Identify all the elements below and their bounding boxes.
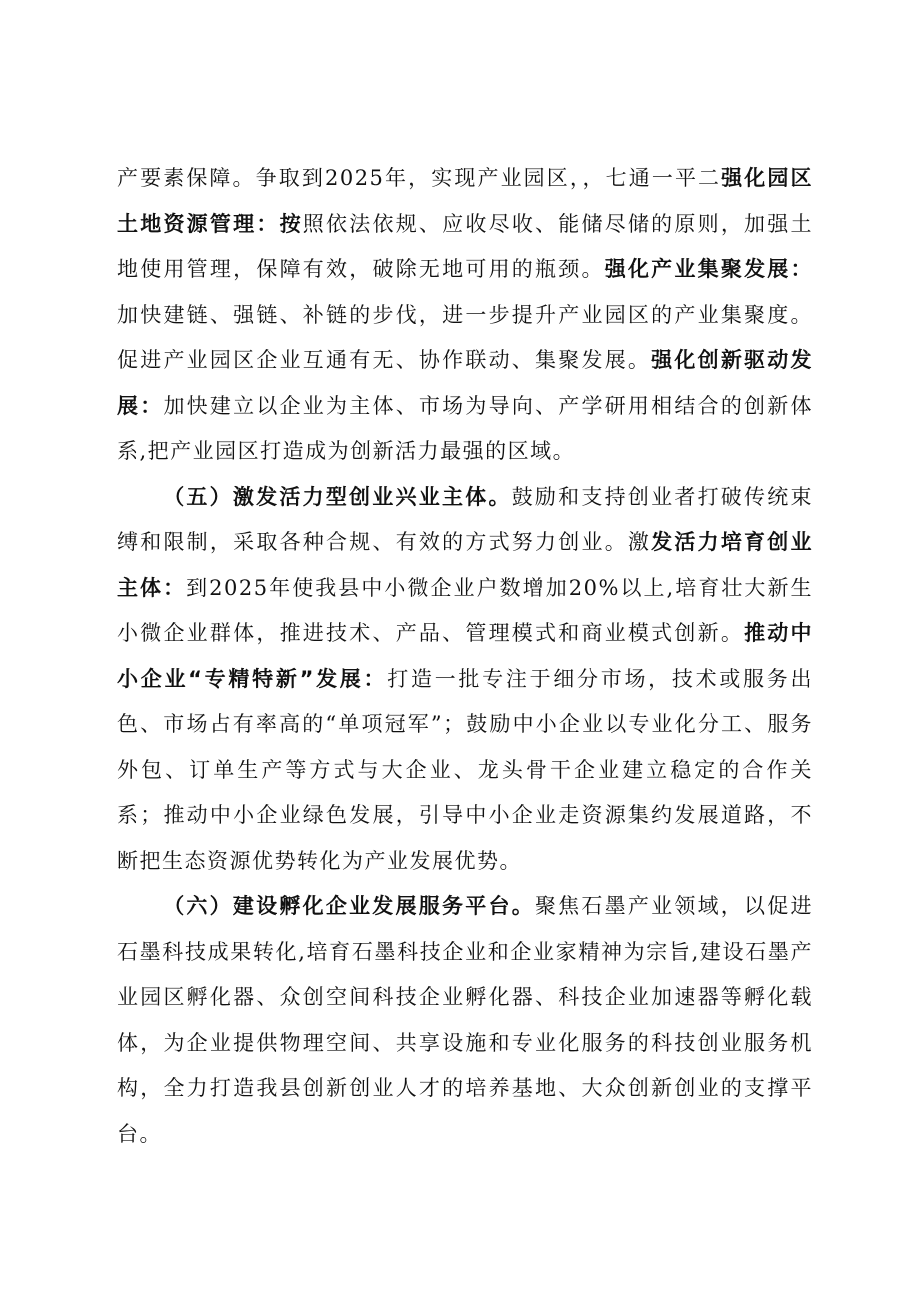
text-run: 聚焦石墨产业领域，以促进石墨科技成果转化,培育石墨科技企业和企业家精神为宗旨,建设石墨产业园区孵化器、众创空间科技企业孵化器、科技企业加速器等孵化载体，为企业提供物理空间、共享设施和专业化服务的科技创业服务机构，全力打造我县创新创业人才的培养基地、大众创新创业的支撑平台。 xyxy=(117,894,814,1146)
paragraph-3 xyxy=(117,884,813,1157)
paragraph-2 xyxy=(117,475,813,885)
text-run: 到2025年使我县中小微企业户数增加20%以上,培育壮大新生小微企业群体，推进技术、产品、管理模式和商业模式创新。 xyxy=(117,575,814,645)
section-heading: （六）建设孵化企业发展服务平台。 xyxy=(163,894,535,918)
document-body xyxy=(117,156,813,1157)
text-run: 加快建立以企业为主体、市场为导向、产学研用相结合的创新体系,把产业园区打造成为创新活力最强的区域。 xyxy=(117,393,814,463)
text-run: 产要素保障。争取到2025年，实现产业园区，，七通一平二 xyxy=(117,166,722,190)
bold-heading: 强化产业集聚发展： xyxy=(604,257,814,281)
text-run: 照依法依规、应收尽收、能储尽储的原则，加强土地使用管理，保障有效，破除无地可用的瓶颈。 xyxy=(117,211,814,281)
paragraph-1 xyxy=(117,156,813,475)
text-run: 加快建链、强链、补链的步伐，进一步提升产业园区的产业集聚度。促进产业园区企业互通有无、协作联动、集聚发展。 xyxy=(117,302,813,372)
section-heading: （五）激发活力型创业兴业主体。 xyxy=(163,484,512,509)
bold-heading: 强化创新驱动发展： xyxy=(117,348,814,418)
bold-heading: 强化园区土地资源管理：按 xyxy=(117,166,813,236)
bold-heading: 推动中小企业“专精特新”发展： xyxy=(117,621,814,691)
text-run: 鼓励和支持创业者打破传统束缚和限制，采取各种合规、有效的方式努力创业。激 xyxy=(117,484,814,554)
bold-heading: 发活力培育创业主体： xyxy=(117,530,814,600)
text-run: 打造一批专注于细分市场，技术或服务出色、市场占有率高的“单项冠军”；鼓励中小企业以专业化分工、服务外包、订单生产等方式与大企业、龙头骨干企业建立稳定的合作关系；推动中小企业绿色发展，引导中小企业走资源集约发展道路，不断把生态资源优势转化为产业发展优势。 xyxy=(117,666,813,873)
